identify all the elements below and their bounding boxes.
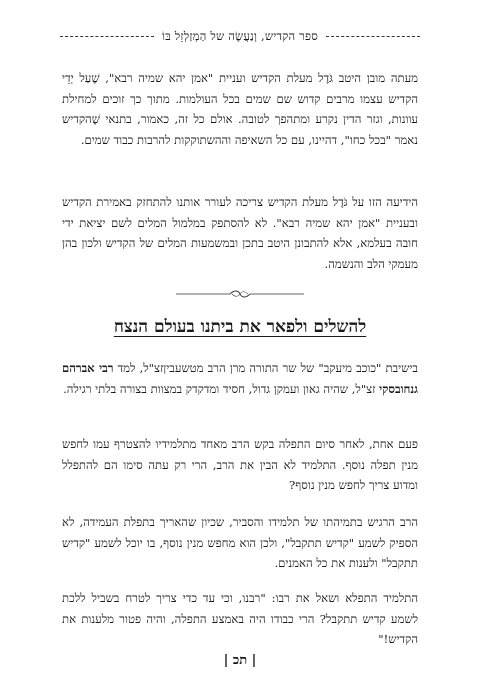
paragraph-2: הידיעה הזו על גֹּדֶל מעלת הקדיש צריכה לעורר אותנו להתחזק באמירת הקדיש ובעניית "אמן יהא שמיה רבא". לא להסתפק במלמול המלים לשם יציאת ידי חובה בעלמא, אלא להתבונן היטב בתכן ובמשמעות המלים של הקדיש ולכון בהן מעמקי הלב והנשמה. [62, 195, 418, 271]
header-rule-left [60, 36, 154, 37]
paragraph-4: פעם אחת, לאחר סיום התפלה בקש הרב מאחד מתלמידיו להצטרף עמו לחפש מנין תפלה נוסף. התלמיד לא הבין את הרב, הרי רק עתה סימו הם להתפלל ומדוע צריך לחפש מנין נוסף? [62, 437, 418, 492]
running-header [60, 26, 420, 46]
section-title: להשלים ולפאר את ביתנו בעולם הנצח [113, 317, 367, 337]
header-rule-right [326, 36, 420, 37]
paragraph-5: הרב הרגיש בתמיהתו של תלמידו והסביר, שכיון שהאריך בתפלת העמידה, לא הספיק לשמע "קדיש תתקבל", ולכן הוא מחפש מנין נוסף, בו יוכל לשמע "קדיש תתקבל" ולענות את כל האמנים. [62, 515, 418, 570]
paragraph-3-name: רבי אברהם גנחובסקי [62, 361, 418, 396]
paragraph-3-end: זצ"ל, שהיה גאון ועמקן גדול, חסיד ומדקדק במצוות בצורה בלתי רגילה. [63, 381, 380, 396]
paragraph-6: התלמיד התפלא ושאל את רבו: "רבנו, וכי עד כדי צריך לטרח בשביל ללכת לשמע קדיש תתקבל? הרי כבודו היה באמצע התפלה, והיה פטור מלענות את הקדיש!" [62, 591, 418, 646]
paragraph-1: מעתה מובן היטב גֹּדֶל מעלת הקדיש ועניית "אמן יהא שמיה רבא", שֶׁעַל יְדֵי הקדיש עצמו מרבים קדוש שם שמים בכל העולמות. מתוך כך זוכים למחילת עוונות, וגזר הדין נקרע ומתהפך לטובה. אולם כל זה, כאמור, בתנאי שֶׁהקדיש נאמר "בכל כחו", דהיינו, עם כל השאיפה וההשתוקקות להרבות כבוד שמים. [62, 71, 418, 147]
ornament-divider [174, 289, 306, 299]
running-title: ספר הקדיש, וְנַעֲשֶׂה של הַמְזַלְזֵל בּוֹ [162, 29, 318, 43]
paragraph-3 [62, 358, 418, 399]
paragraph-3-start: בישיבת "כוכב מיעקב" של שר התורה מרן הרב מטשעביןזצ"ל, למד [113, 361, 418, 375]
page-number: | תכ | [223, 653, 257, 668]
